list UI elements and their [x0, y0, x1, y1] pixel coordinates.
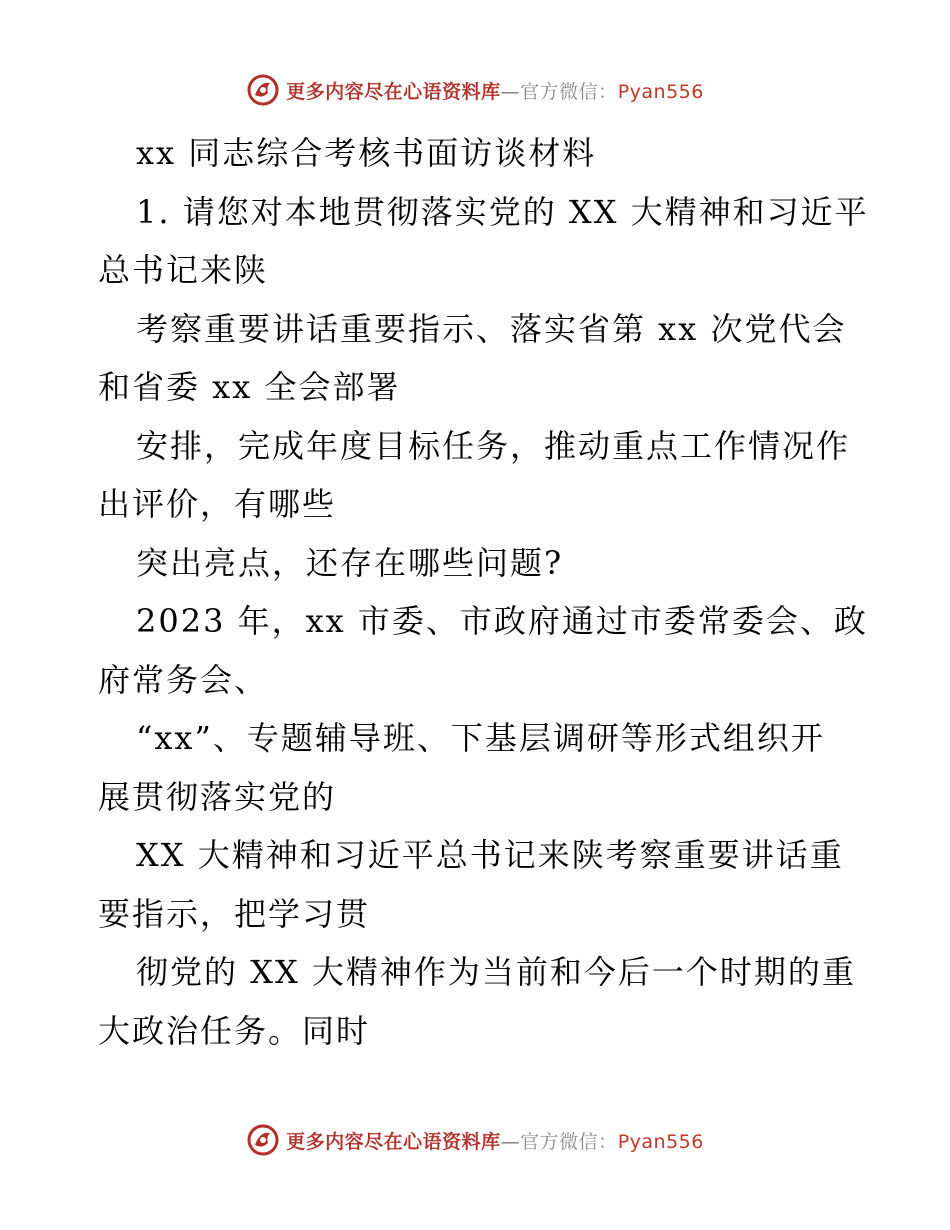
text-line: 大政治任务。同时: [98, 1011, 371, 1050]
red-seal-logo-icon: [246, 1123, 280, 1157]
text-line: 展贯彻落实党的: [98, 777, 337, 816]
wechat-id: Pyan556: [617, 1130, 704, 1153]
text-line: 总书记来陕: [98, 251, 269, 289]
wechat-label: 官方微信：: [520, 80, 618, 103]
separator: —: [500, 1130, 521, 1153]
text-line: 要指示，把学习贯: [98, 894, 371, 933]
wechat-id: Pyan556: [617, 80, 704, 103]
text-line: 2023 年，xx 市委、市政府通过市委常委会、政: [136, 602, 868, 640]
text-line: 和省委 xx 全会部署: [98, 368, 401, 406]
wechat-label: 官方微信：: [520, 1130, 618, 1153]
header-banner-text: [286, 77, 704, 104]
promo-text: 更多内容尽在心语资料库: [286, 80, 501, 103]
text-line: 府常务会、: [98, 660, 269, 699]
footer-banner: [0, 1120, 950, 1160]
promo-text: 更多内容尽在心语资料库: [286, 1130, 501, 1153]
text-line: 1. 请您对本地贯彻落实党的 XX 大精神和习近平: [136, 192, 869, 231]
text-line: 彻党的 XX 大精神作为当前和今后一个时期的重: [136, 953, 856, 991]
red-seal-logo-icon: [246, 73, 280, 107]
document-title: xx 同志综合考核书面访谈材料: [136, 134, 597, 172]
document-body: [98, 124, 869, 1060]
separator: —: [500, 80, 521, 103]
text-line: XX 大精神和习近平总书记来陕考察重要讲话重: [136, 836, 844, 874]
footer-banner-text: [286, 1127, 704, 1154]
text-line: 安排，完成年度目标任务，推动重点工作情况作: [136, 426, 851, 465]
text-line: 考察重要讲话重要指示、落实省第 xx 次党代会: [136, 309, 847, 348]
text-line: “xx”、专题辅导班、下基层调研等形式组织开: [136, 719, 825, 757]
header-banner: [0, 70, 950, 110]
text-line: 出评价，有哪些: [98, 485, 337, 523]
text-line: 突出亮点，还存在哪些问题?: [136, 543, 564, 582]
